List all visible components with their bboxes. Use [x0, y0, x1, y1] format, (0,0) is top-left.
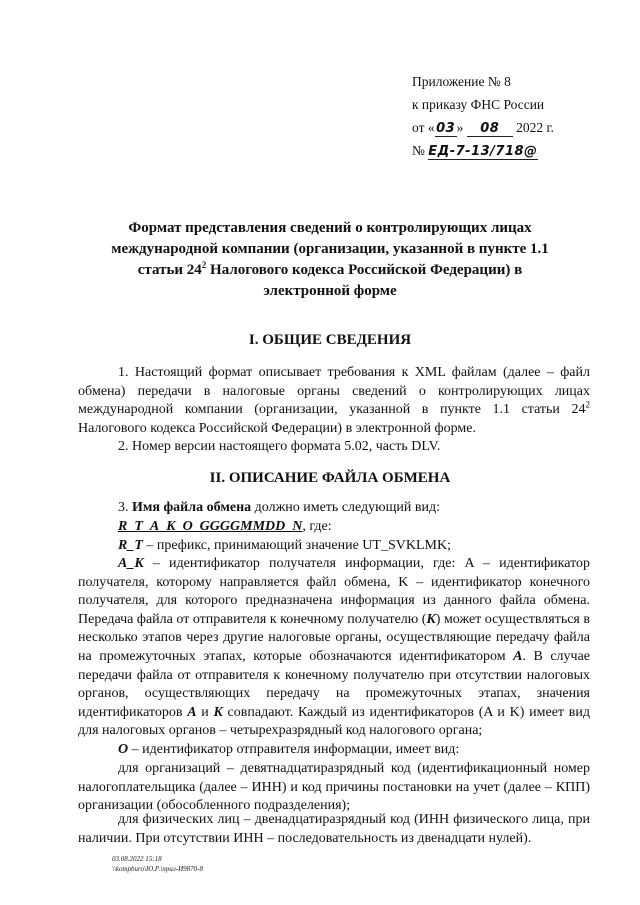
individuals-definition: для физических лиц – двенадцатиразрядный код (ИНН физического лица, при наличии. При отсутствии ИНН – последовательность из двенадцати нулей). [78, 812, 590, 846]
appendix-block [412, 70, 612, 162]
appendix-line2: к приказу ФНС России [412, 97, 545, 112]
paragraph-3: 3. Имя файла обмена должно иметь следующий вид: [118, 500, 441, 515]
appendix-date: от «03» 08 2022 г. [412, 120, 554, 136]
appendix-line1: Приложение № 8 [412, 74, 511, 89]
section2-heading: II. ОПИСАНИЕ ФАЙЛА ОБМЕНА [209, 470, 451, 486]
organizations-definition: для организаций – девятнадцатиразрядный код (идентификационный номер налогоплательщика (далее – ИНН) и код причины постановки на учет (далее – КПП) организации (обособленного подразделения); [78, 761, 590, 814]
paragraph-2: 2. Номер версии настоящего формата 5.02, часть DLV. [118, 439, 441, 454]
filename-pattern: R_T_A_K_O_GGGGMMDD_N, где: [118, 519, 332, 534]
prefix-definition: R_T – префикс, принимающий значение UT_SVKLMK; [118, 538, 451, 553]
section1-heading: I. ОБЩИЕ СВЕДЕНИЯ [248, 332, 412, 348]
handwritten-month: 08 [467, 121, 513, 137]
appendix-number: № ЕД-7-13/718@ [412, 143, 538, 159]
handwritten-day: 03 [436, 121, 456, 136]
o-definition: O – идентификатор отправителя информации, имеет вид: [118, 742, 460, 757]
ak-definition: A_K – идентификатор получателя информации, где: A – идентификатор получателя, которому направляется файл обмена, K – идентификатор конечного получателя, для которого предназначена информация из данного файла обмена. Передача файла от отправителя к конечному получателю (K) может осуществляться в несколько этапов через другие налоговые органы, осуществляющие передачу файла на промежуточных этапах, которые обозначаются идентификатором A. В случае передачи файла от отправителя к конечному получателю при отсутствии налоговых органов, осуществляющих передачу на промежуточных этапах, значения идентификаторов A и K совпадают. Каждый из идентификаторов (A и K) имеет вид для налоговых органов – четырехразрядный код налогового органа; [78, 556, 590, 739]
footer-stamp: 03.08.2022 15:18 \\kompburo\Ю.Р.\прил-И9870-8 [112, 855, 203, 873]
document-title: Формат представления сведений о контролирующих лицах международной компании (организации, указанной в пункте 1.1 статьи $24^2$ Налогового кодекса Российской Федерации) в электронной форме [111, 220, 549, 299]
handwritten-order-number: ЕД-7-13/718@ [428, 144, 538, 159]
paragraph-1: 1. Настоящий формат описывает требования к XML файлам (далее – файл обмена) передачи в налоговые органы сведений о контролирующих лицах международной компании (организации, указанной в пункте 1.1 статьи $24^2$ Налогового кодекса Российской Федерации) в электронной форме. [78, 365, 590, 436]
